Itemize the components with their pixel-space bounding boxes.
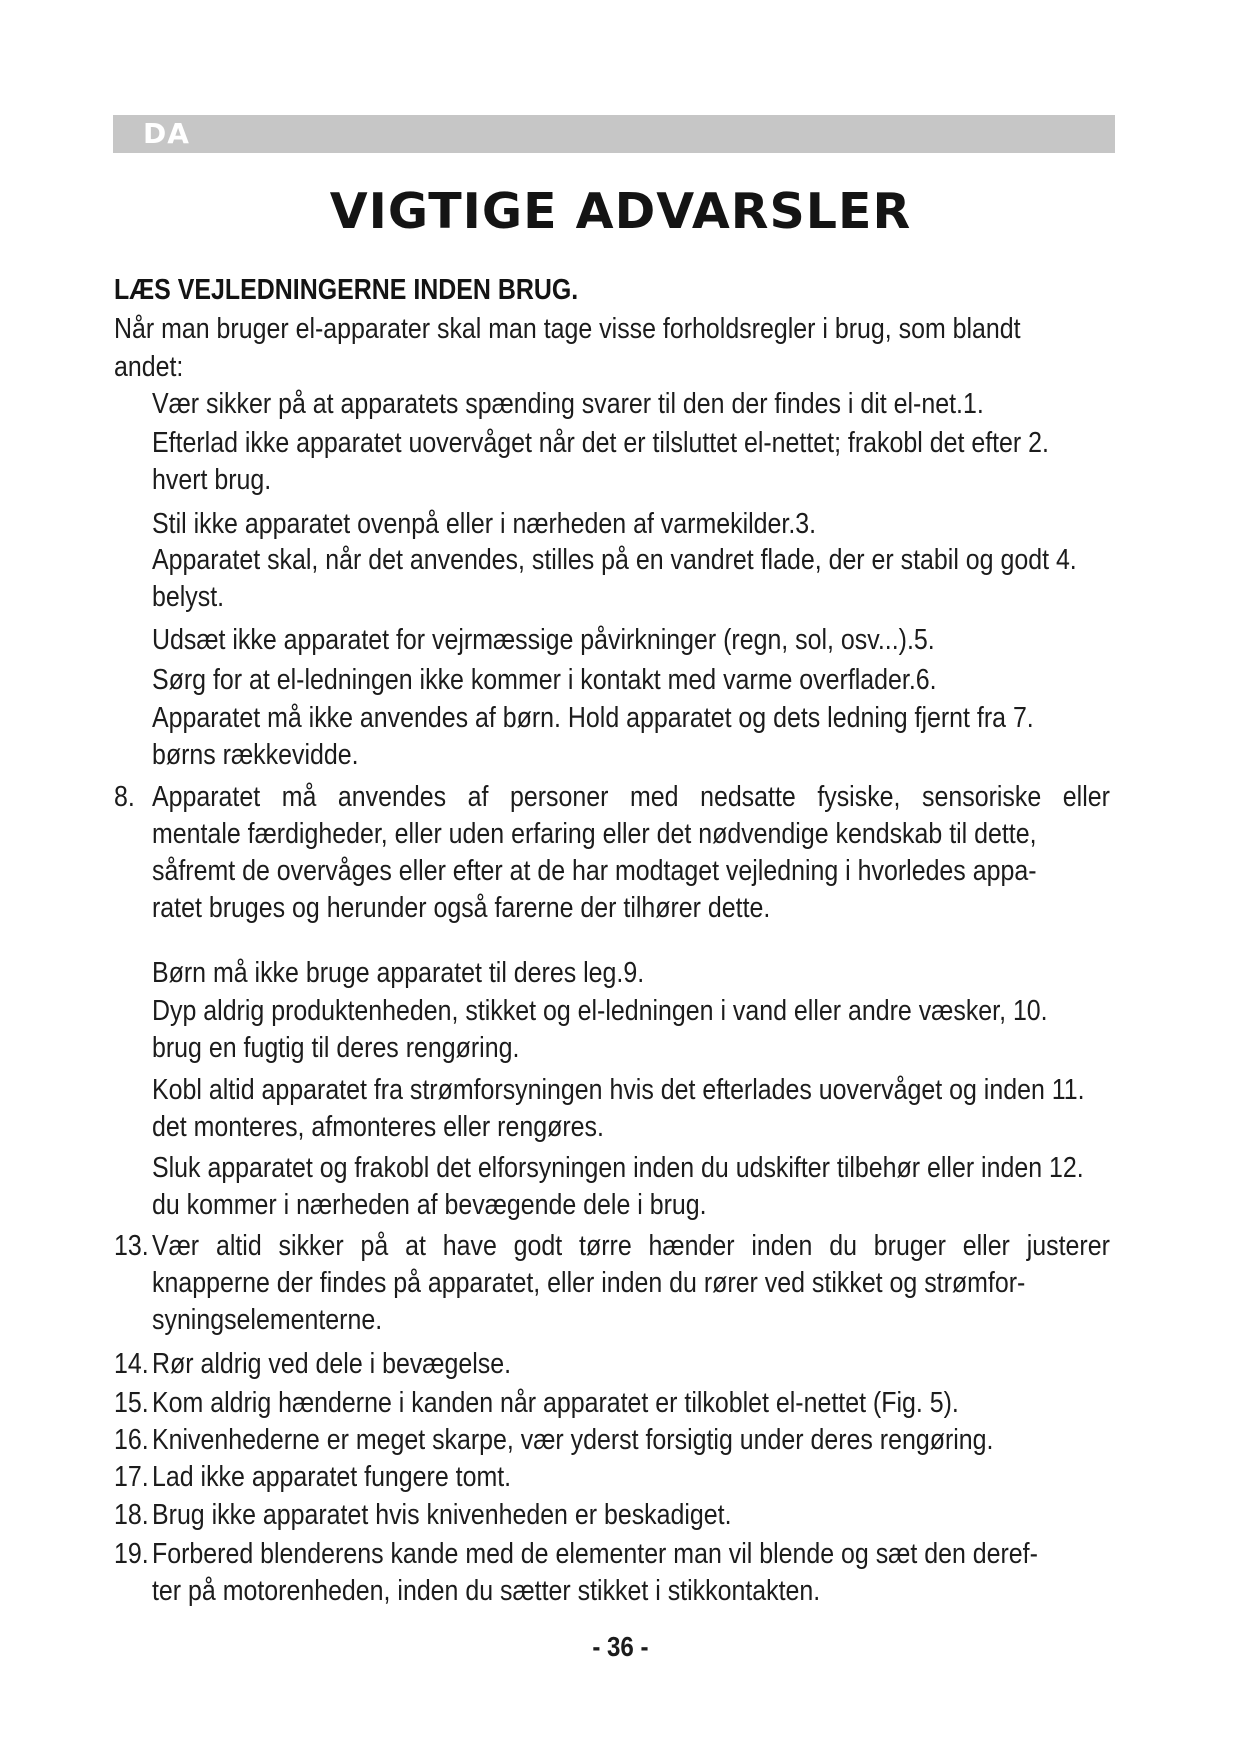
list-item-number: 18.	[114, 1499, 149, 1531]
list-item-line: det monteres, afmonteres eller rengøres.	[152, 1111, 604, 1143]
list-item-line	[152, 1228, 1110, 1264]
word: sikker	[278, 1230, 344, 1262]
list-item-number: 8.	[114, 781, 135, 813]
list-item-line: Forbered blenderens kande med de elementer man vil blende og sæt den deref-	[152, 1538, 1038, 1570]
list-item-number: 17.	[114, 1461, 149, 1493]
list-item-line: Knivenhederne er meget skarpe, vær yderst forsigtig under deres rengøring.	[152, 1424, 994, 1456]
list-item-line: Børn må ikke bruge apparatet til deres leg.9.	[152, 957, 645, 989]
word: Apparatet	[152, 781, 261, 813]
word: nedsatte	[700, 781, 796, 813]
word: eller	[962, 1230, 1010, 1262]
list-item-line: ratet bruges og herunder også farerne der tilhører dette.	[152, 892, 771, 924]
word: fysiske,	[817, 781, 901, 813]
list-item-line: Kobl altid apparatet fra strømforsyningen hvis det efterlades uovervåget og inden 11.	[152, 1074, 1085, 1106]
word: med	[629, 781, 679, 813]
list-item-line: Vær sikker på at apparatets spænding svarer til den der findes i dit el-net.1.	[152, 388, 984, 420]
list-item-line: Kom aldrig hænderne i kanden når apparatet er tilkoblet el-nettet (Fig. 5).	[152, 1387, 959, 1419]
list-item-line: Apparatet skal, når det anvendes, stilles på en vandret flade, der er stabil og godt 4.	[152, 544, 1077, 576]
list-item-line: belyst.	[152, 581, 225, 613]
list-item-line: knapperne der findes på apparatet, eller inden du rører ved stikket og strømfor-	[152, 1267, 1026, 1299]
list-item-line: Sluk apparatet og frakobl det elforsyningen inden du udskifter tilbehør eller inden 12.	[152, 1152, 1084, 1184]
word: at	[405, 1230, 426, 1262]
intro-line: andet:	[114, 351, 184, 383]
word: sensoriske	[922, 781, 1042, 813]
word: have	[442, 1230, 497, 1262]
word: godt	[513, 1230, 563, 1262]
list-item-line: Sørg for at el-ledningen ikke kommer i kontakt med varme overflader.6.	[152, 664, 937, 696]
intro-line: Når man bruger el-apparater skal man tage visse forholdsregler i brug, som blandt	[114, 313, 1021, 345]
list-item-line: Rør aldrig ved dele i bevægelse.	[152, 1348, 512, 1380]
word: eller	[1062, 781, 1110, 813]
word: Vær	[152, 1230, 200, 1262]
list-item-line: Stil ikke apparatet ovenpå eller i nærheden af varmekilder.3.	[152, 508, 817, 540]
word: anvendes	[337, 781, 447, 813]
list-item-line: Brug ikke apparatet hvis knivenheden er beskadiget.	[152, 1499, 732, 1531]
list-item-line: Dyp aldrig produktenheden, stikket og el-ledningen i vand eller andre væsker, 10.	[152, 995, 1048, 1027]
list-item-line: Efterlad ikke apparatet uovervåget når det er tilsluttet el-nettet; frakobl det efter 2.	[152, 427, 1049, 459]
language-header-bar	[113, 115, 1115, 153]
section-subtitle: LÆS VEJLEDNINGERNE INDEN BRUG.	[114, 274, 579, 306]
word: altid	[215, 1230, 262, 1262]
page-number: - 36 -	[592, 1631, 649, 1662]
word: inden	[751, 1230, 813, 1262]
list-item-line: mentale færdigheder, eller uden erfaring eller det nødvendige kendskab til dette,	[152, 818, 1037, 850]
list-item-line: såfremt de overvåges eller efter at de har modtaget vejledning i hvorledes appa-	[152, 855, 1037, 887]
list-item-line	[152, 779, 1110, 815]
word: hænder	[648, 1230, 735, 1262]
word: af	[467, 781, 489, 813]
list-item-line: Lad ikke apparatet fungere tomt.	[152, 1461, 512, 1493]
word: på	[360, 1230, 389, 1262]
word: må	[281, 781, 317, 813]
list-item-line: syningselementerne.	[152, 1304, 383, 1336]
list-item-line: børns rækkevidde.	[152, 739, 359, 771]
list-item-number: 16.	[114, 1424, 149, 1456]
list-item-line: brug en fugtig til deres rengøring.	[152, 1032, 520, 1064]
list-item-number: 13.	[114, 1230, 149, 1262]
list-item-number: 15.	[114, 1387, 149, 1419]
page-title: VIGTIGE ADVARSLER	[329, 183, 912, 240]
word: bruger	[873, 1230, 946, 1262]
list-item-line: ter på motorenheden, inden du sætter stikket i stikkontakten.	[152, 1575, 821, 1607]
word: tørre	[579, 1230, 632, 1262]
list-item-number: 19.	[114, 1538, 149, 1570]
language-code: DA	[143, 117, 190, 150]
list-item-number: 14.	[114, 1348, 149, 1380]
list-item-line: Apparatet må ikke anvendes af børn. Hold apparatet og dets ledning fjernt fra 7.	[152, 702, 1034, 734]
word: justerer	[1026, 1230, 1110, 1262]
word: du	[829, 1230, 857, 1262]
list-item-line: Udsæt ikke apparatet for vejrmæssige påvirkninger (regn, sol, osv...).5.	[152, 624, 935, 656]
word: personer	[510, 781, 609, 813]
list-item-line: hvert brug.	[152, 464, 272, 496]
list-item-line: du kommer i nærheden af bevægende dele i brug.	[152, 1189, 707, 1221]
